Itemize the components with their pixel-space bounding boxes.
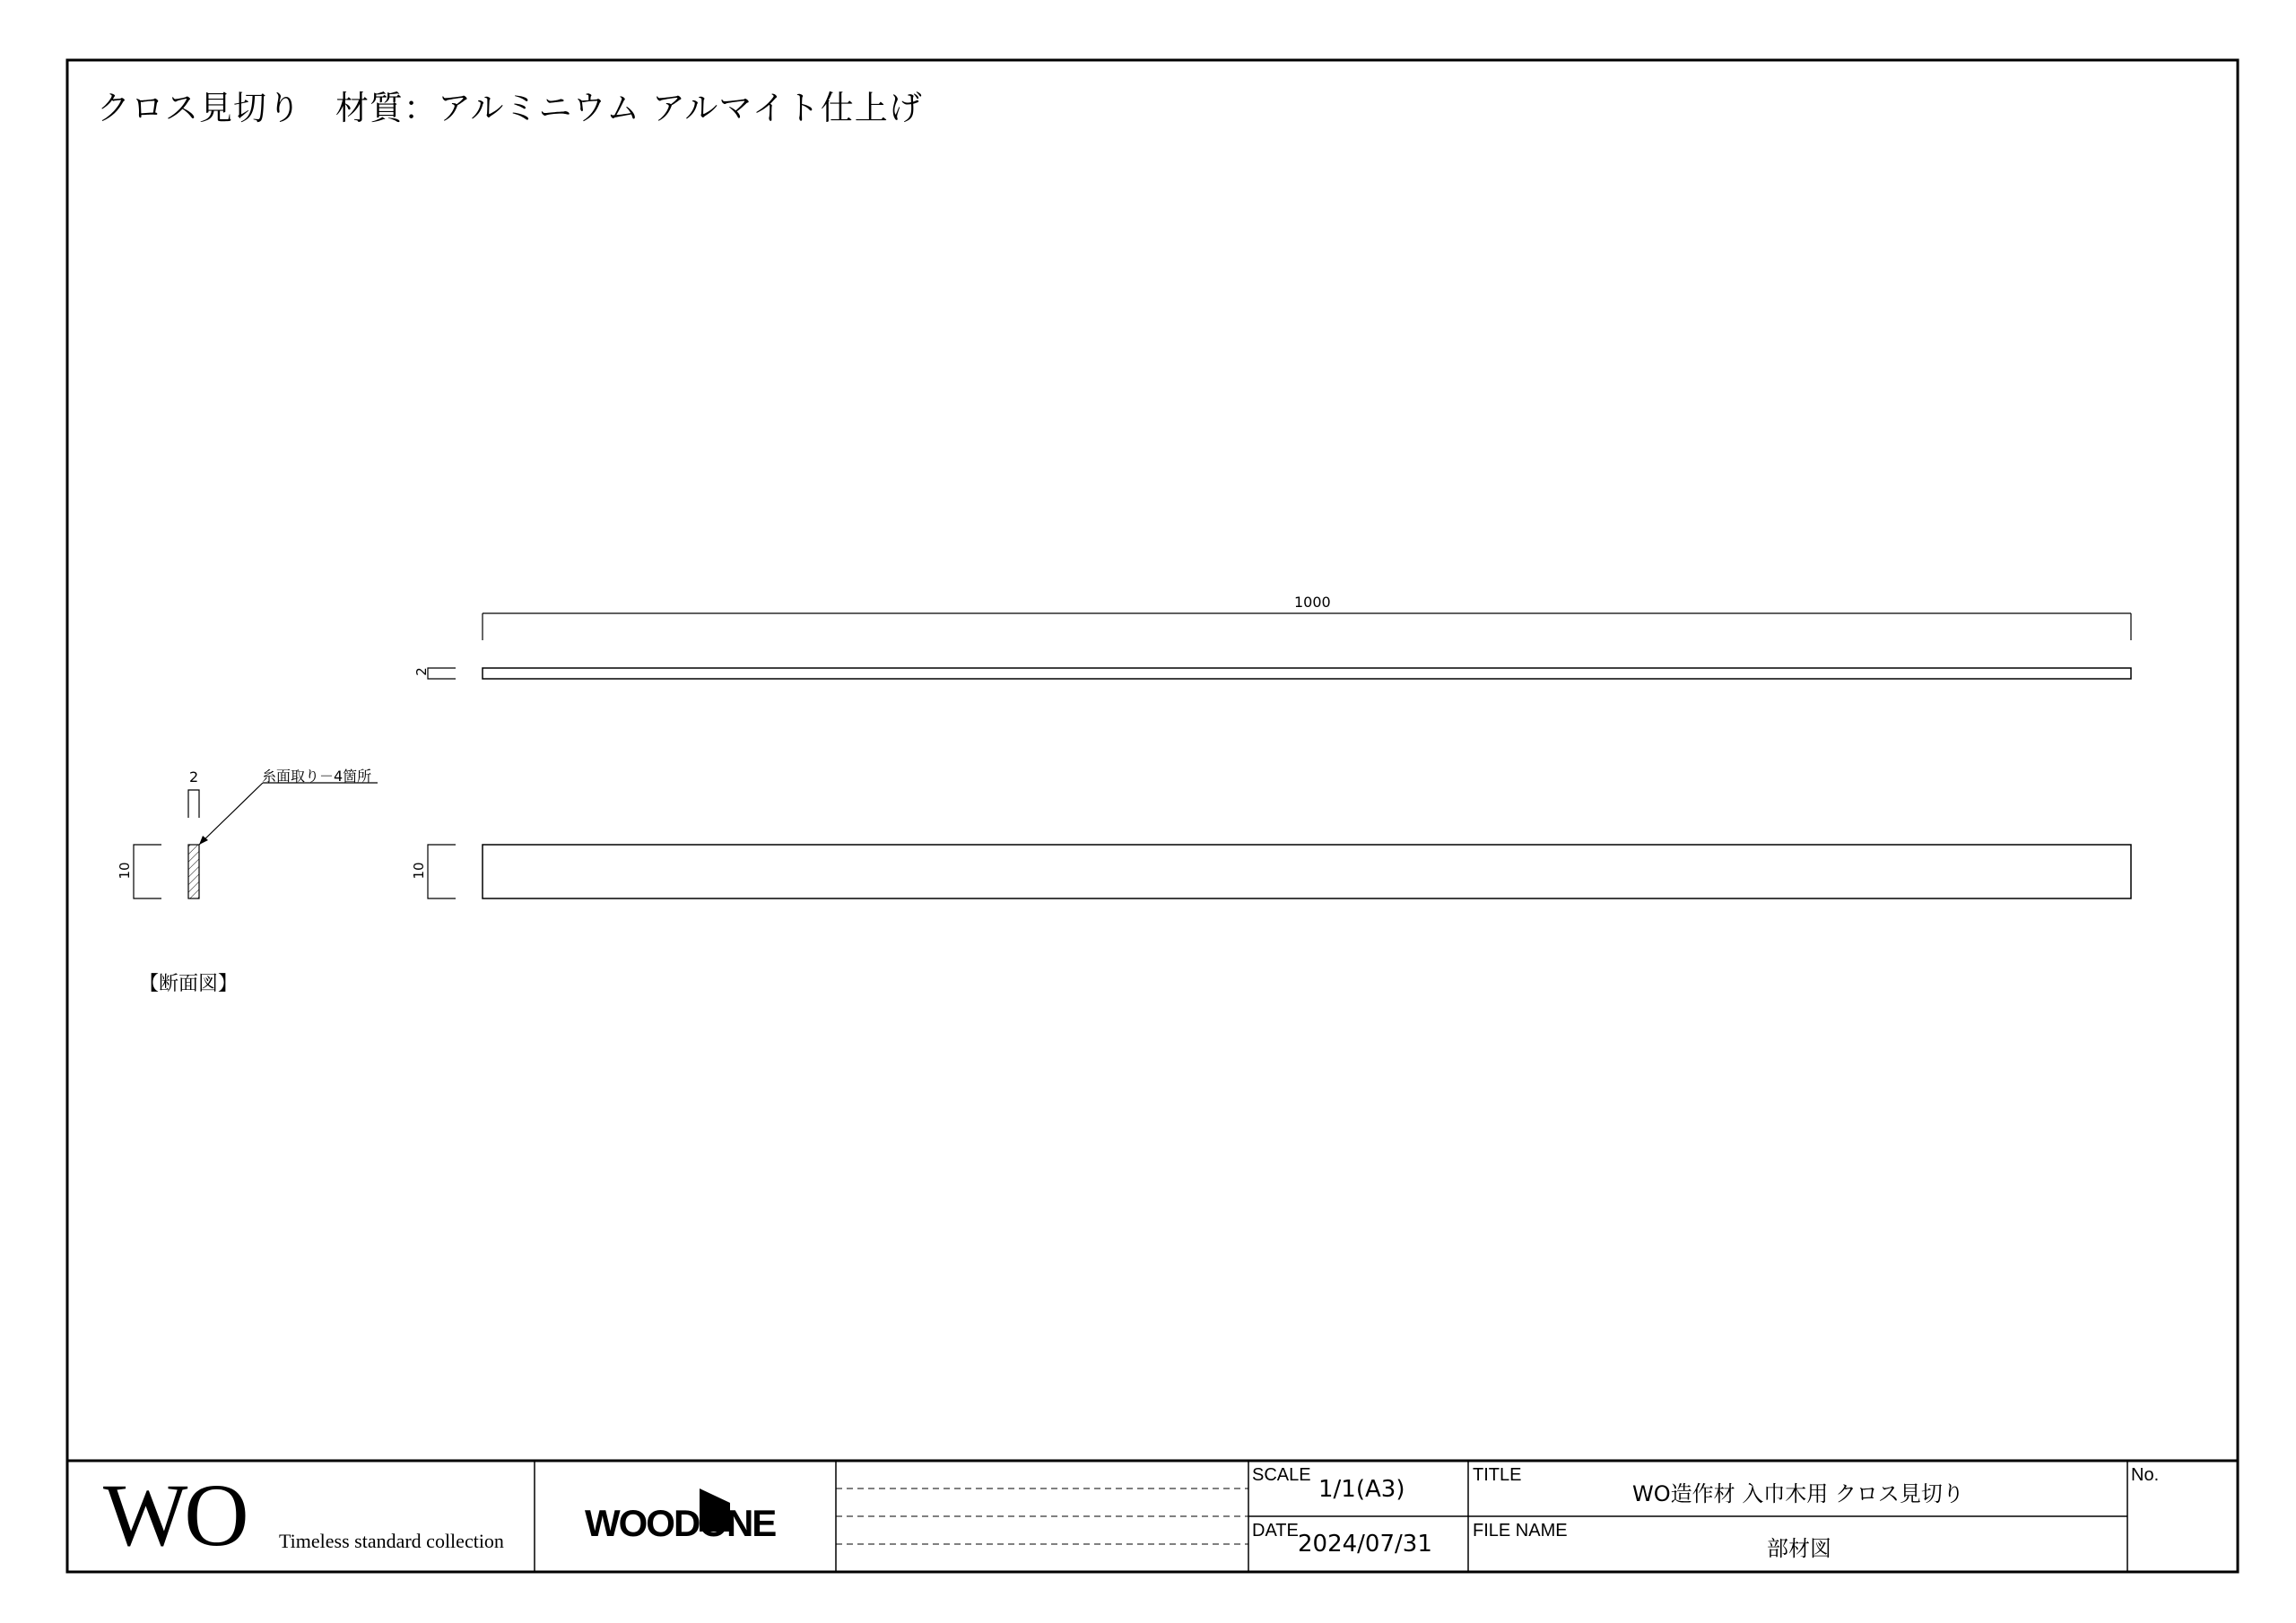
- top-plate: [483, 668, 2131, 679]
- section-view: [134, 783, 378, 898]
- front-height-dimension: 10: [411, 862, 427, 880]
- filename-label: FILE NAME: [1473, 1521, 1568, 1541]
- top-view: [428, 613, 2131, 679]
- date-value: 2024/07/31: [1298, 1531, 1432, 1558]
- page-title: クロス見切り 材質：アルミニウム アルマイト仕上げ: [97, 89, 923, 127]
- section-width-dimension: 2: [189, 768, 199, 785]
- wo-logo: WO: [103, 1465, 246, 1565]
- date-label: DATE: [1252, 1521, 1299, 1541]
- section-label: 【断面図】: [139, 973, 239, 995]
- filename-value: 部材図: [1767, 1536, 1831, 1561]
- front-view: [428, 845, 2131, 898]
- section-height-dimension: 10: [117, 862, 133, 880]
- chamfer-note: 糸面取り－4箇所: [262, 768, 372, 785]
- scale-value: 1/1(A3): [1318, 1476, 1405, 1503]
- section-hatched: [188, 845, 199, 898]
- wo-tagline: Timeless standard collection: [279, 1530, 504, 1552]
- front-plate: [483, 845, 2131, 898]
- length-dimension: 1000: [1294, 594, 1331, 611]
- sheet-border: [67, 60, 2238, 1572]
- top-thickness-dimension: 2: [413, 667, 430, 676]
- title-value: WO造作材 入巾木用 クロス見切り: [1632, 1481, 1964, 1506]
- title-label: TITLE: [1473, 1465, 1522, 1485]
- scale-label: SCALE: [1252, 1465, 1311, 1485]
- woodone-logo: WOODONE: [585, 1502, 776, 1544]
- no-label: No.: [2131, 1465, 2160, 1485]
